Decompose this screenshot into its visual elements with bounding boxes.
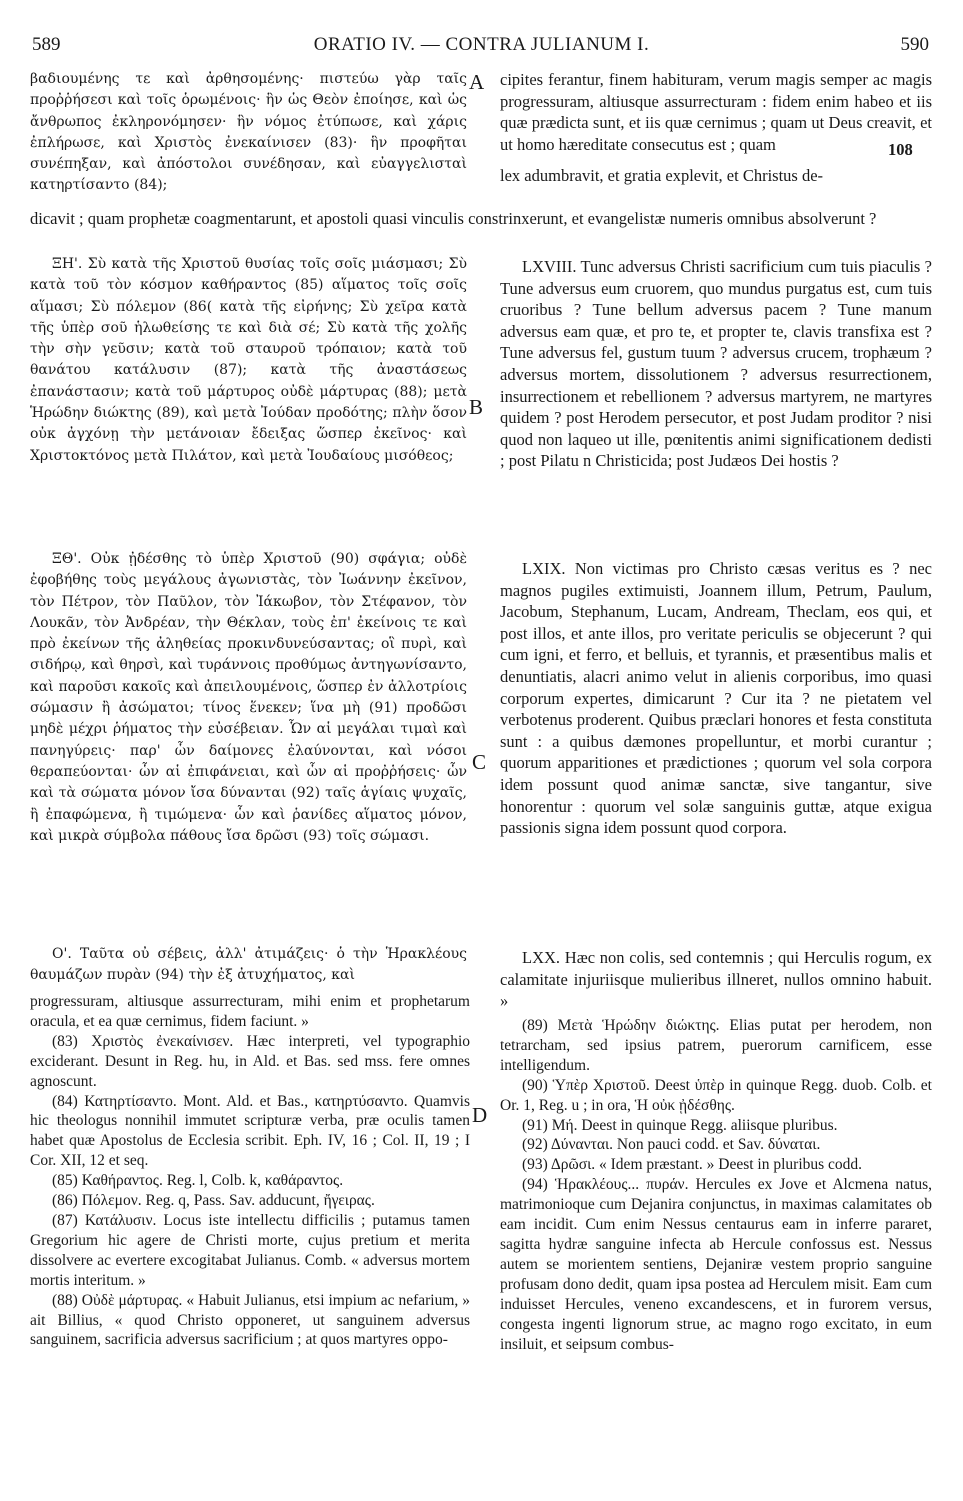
footnote: (92) Δύνανται. Non pauci codd. et Sav. δύναται.	[522, 1136, 821, 1154]
footnote: (87) Κατάλυσιν. Locus iste intellectu difficilis ; putamus tamen Gregorium hic agere de Christi morte, cujus pretium et merita dissolvere ac evertere excogitabat Julianus. Comb. « adversus mortem mortis interitum. »	[30, 1211, 470, 1289]
footnote: (94) Ἡρακλέους... πυράν. Hercules ex Jove et Alcmena natus, matrimonioque cum Dejanira conjunctus, in maximas calamitates ob eam incidit. Cum enim Nessus centaurus eam in inferre pararet, sagitta hydræ sanguine infecta ab Hercule confossus est. Nessus autem se morientem sentiens, Dejaniræ vestem proprio sanguine profusam dono dedit, quam ipsa postea ad Herculem misit. Eam cum induisset Hercules, veneno excandescens, et in furorem versus, congesta ingenti lignorum strue, ac magno rogo excitato, in eum insiluit, et seipsum combus-	[500, 1176, 932, 1353]
running-title: ORATIO IV. — CONTRA JULIANUM I.	[313, 34, 650, 55]
column-reference-number: 108	[888, 140, 913, 159]
margin-letter-c: C	[472, 750, 487, 774]
latin-text: lex adumbravit, et gratia explevit, et Christus de-	[500, 166, 824, 185]
greek-section-70	[30, 944, 467, 988]
latin-text: LXIX. Non victimas pro Christo cæsas veritus es ? nec magnos pugiles extimuisti, Joannem illum, Petrum, Paulum, Jacobum, Stephanum, Lucam, Andream, Theclam, eos qui, et post illos, et ante illos, pro veritate periculis se objecerunt ? qui cum igni, et ferro, et belluis, et tyrannis, et præsentibus malis et denuntiatis, alacri animo velut in alienis corporibus, imo quasi corporum expertes, dimicarunt ? Cur ita ? ne pietatem vel verbotenus proderent. Quibus præclari honores et festa constituta sunt : a quibus dæmones propelluntur, et morbi curantur ; quorum apparitiones et prædictiones ; quorum vel sola corpora idem possunt quod animæ sanctæ, sive tangantur, sive honorentur : quorum vel solæ sanguinis guttæ, atque exigua passionis signa idem possunt quod corpora.	[500, 559, 932, 838]
margin-letter-a: A	[469, 70, 485, 94]
footnote: (84) Κατηρτίσαντο. Mont. Ald. et Bas., κατηρτύσαντο. Quamvis hic theologus nonnihil immutet scripturæ verba, præ oculis tamen habet quæ Apostolus de Ecclesia scribit. Eph. IV, 16 ; Col. II, 19 ; I Cor. XII, 12 et seq.	[30, 1092, 470, 1170]
footnote: (91) Μή. Deest in quinque Regg. aliisque pluribus.	[522, 1116, 838, 1134]
greek-text: ΞΗ'. Σὺ κατὰ τῆς Χριστοῦ θυσίας τοῖς σοῖς μιάσμασι; Σὺ κατὰ τοῦ τὸν κόσμον καθήραντος (85) αἵματος τοῖς σοῖς αἵμασι; Σὺ πόλεμον (86( κατὰ τῆς εἰρήνης; Σὺ χεῖρα κατὰ τῆς ὑπὲρ σοῦ ἡλωθείσης τε καὶ διὰ σέ; Σὺ κατὰ τῆς χολῆς τὴν σὴν γεῦσιν; κατὰ τοῦ σταυροῦ τρόπαιον; κατὰ τοῦ θανάτου κατάλυσιν (87); κατὰ τῆς ἀναστάσεως ἐπανάστασιν; κατὰ τοῦ μάρτυρος οὐδὲ μάρτυρας (88); μετὰ Ἡρώδην διώκτης (89), καὶ μετὰ Ἰούδαν προδότης; πλὴν ὅσον οὐκ ἀγχόνῃ τὴν μετάνοιαν ἔδειξας ὥσπερ ἐκεῖνος· καὶ Χριστοκτόνος μετὰ Πιλάτον, καὶ μετὰ Ἰουδαίους μισόθεος;	[30, 256, 467, 464]
latin-text: LXX. Hæc non colis, sed contemnis ; qui Herculis rogum, ex calamitate injuriisque mulieribus illneret, nullos omnino habuit. »	[500, 948, 932, 1011]
latin-section-70	[500, 947, 932, 1013]
footnote: (90) Ὑπὲρ Χριστοῦ. Deest ὑπὲρ in quinque Regg. duob. Colb. et Or. 1, Reg. u ; in ora, Ἡ οὐκ ᾐδέσθης.	[500, 1076, 932, 1114]
latin-opening-end	[500, 165, 912, 187]
footnote: (83) Χριστὸς ἐνεκαίνισεν. Hæc interpreti, vel typographio exciderant. Desunt in Reg. hu, in Ald. et Bas. sed mss. fere omnes agnoscunt.	[30, 1032, 470, 1090]
greek-text: ΞΘ'. Οὐκ ᾐδέσθης τὸ ὑπὲρ Χριστοῦ (90) σφάγια; οὐδὲ ἐφοβήθης τοὺς μεγάλους ἀγωνιστὰς, τὸν Ἰωάννην ἐκεῖνον, τὸν Πέτρον, τὸν Παῦλον, τὸν Ἰάκωβον, τὸν Στέφανον, τὸν Λουκᾶν, τὸν Ἀνδρέαν, τὴν Θέκλαν, τοὺς ἐπ' ἐκείνοις τε καὶ πρὸ ἐκείνων τῆς ἀληθείας προκινδυνεύσαντας; οἳ πυρὶ, καὶ σιδήρῳ, καὶ θηρσὶ, καὶ τυράννοις προθύμως ἀντηγωνίσαντο, καὶ παροῦσι κακοῖς καὶ ἀπειλουμένοις, ὥσπερ ἐν ἀλλοτρίοις σώμασιν ἢ ἀσώματοι; τίνος ἕνεκεν; ἵνα μὴ (91) προδῶσι μηδὲ μέχρι ῥήματος τὴν εὐσέβειαν. Ὧν αἱ μεγάλαι τιμαὶ καὶ πανηγύρεις· παρ' ὧν δαίμονες ἐλαύνονται, καὶ νόσοι θεραπεύονται· ὧν αἱ ἐπιφάνειαι, καὶ ὧν αἱ προῤῥήσεις· ὧν καὶ τὰ σώματα μόνον ἴσα δύνανται (92) ταῖς ἁγίαις ψυχαῖς, ἢ ἐπαφώμενα, ἢ τιμώμενα· ὧν καὶ ῥανίδες αἵματος μόνον, καὶ μικρὰ σύμβολα πάθους ἴσα δρῶσι (93) τοῖς σώμασι.	[30, 551, 467, 844]
footnote: (93) Δρῶσι. « Idem præstant. » Deest in pluribus codd.	[522, 1156, 863, 1174]
footnote: (89) Μετὰ Ἡρώδην διώκτης. Elias putat per herodem, non tetrarcham, sed ipsius patrem, puerorum carnificem, esse intelligendum.	[500, 1017, 932, 1074]
footnotes-left	[30, 992, 470, 1472]
greek-text: βαδιουμένης τε καὶ ἀρθησομένης· πιστεύω γὰρ ταῖς προῤῥήσεσι καὶ τοῖς ὁρωμένοις· ἣν ὡς Θεὸν ἐποίησε, καὶ ὡς ἄνθρωπος ἐκληρονόμησεν· ἣν νόμος ἐτύπωσε, καὶ χάρις ἐπλήρωσε, καὶ Χριστὸς ἐνεκαίνισεν (83)· ἣν προφῆται συνέπηξαν, καὶ ἀπόστολοι συνέδησαν, καὶ εὐαγγελισταὶ κατηρτίσαντο (84);	[30, 71, 467, 194]
margin-letter-d: D	[472, 1103, 488, 1127]
latin-text: cipites ferantur, finem habituram, verum magis semper ac magis progressuram, altiusque assurrecturam : fidem enim habeo et iis quæ prædicta sunt, et iis quæ cernimus ; quam ut Deus creavit, et ut homo hæreditate consecutus est ; quam	[500, 70, 932, 154]
footnote: (88) Οὐδὲ μάρτυρας. « Habuit Julianus, etsi impium ac nefarium, » ait Billius, « quod Christo opponeret, ut sanguinem adversus sanguinem, sacrificia adversus sacrificium ; at quos martyres oppo-	[30, 1291, 470, 1349]
greek-text: Ο'. Ταῦτα οὐ σέβεις, ἀλλ' ἀτιμάζεις· ὁ τὴν Ἡρακλέους θαυμάζων πυρὰν (94) τὴν ἐξ ἀτυχήματος, καὶ	[30, 946, 467, 984]
footnote: progressuram, altiusque assurrecturam, mihi enim et prophetarum oracula, et ea quæ cernimus, fidem faciunt. »	[30, 993, 470, 1030]
greek-paragraph-opening	[30, 69, 467, 209]
footnote: (86) Πόλεμον. Reg. q, Pass. Sav. adducunt, ἤγειρας.	[52, 1192, 375, 1210]
spanning-line: dicavit ; quam prophetæ coagmentarunt, et apostoli quasi vinculis constrinxerunt, et evangelistæ numeris omnibus absolverunt ?	[30, 209, 877, 228]
footnote: (85) Καθήραντος. Reg. l, Colb. k, καθάραντος.	[52, 1172, 344, 1190]
footnotes-right	[500, 1016, 932, 1472]
latin-text: LXVIII. Tunc adversus Christi sacrificium cum tuis piaculis ? Tune adversus eum cruorem, quo mundus purgatus est, cum tuis cruoribus ? Tune bellum adversus pacem ? Tune manum adversus eam quæ, et pro te, et propter te, clavis transfixa est ? Tune adversus fel, gustum tuum ? adversus crucem, trophæum ? adversus mortem, dissolutionem ? adversus resurrectionem, insurrectionem et rebellionem ? adversus martyrem, ne martyres quidem ? post Herodem persecutor, et post Judam proditor ? nisi quod non laqueo ut ille, pœnitentis animi significationem dedisti ; post Pilatu n Christicida; post Judæos Dei hostis ?	[500, 257, 932, 471]
latin-section-68	[500, 256, 932, 556]
margin-letter-b: B	[469, 395, 484, 419]
page-number-right: 590	[900, 34, 929, 55]
latin-section-69	[500, 558, 932, 918]
greek-section-68	[30, 254, 467, 539]
page-number-left: 589	[32, 34, 61, 55]
greek-section-69	[30, 549, 467, 919]
